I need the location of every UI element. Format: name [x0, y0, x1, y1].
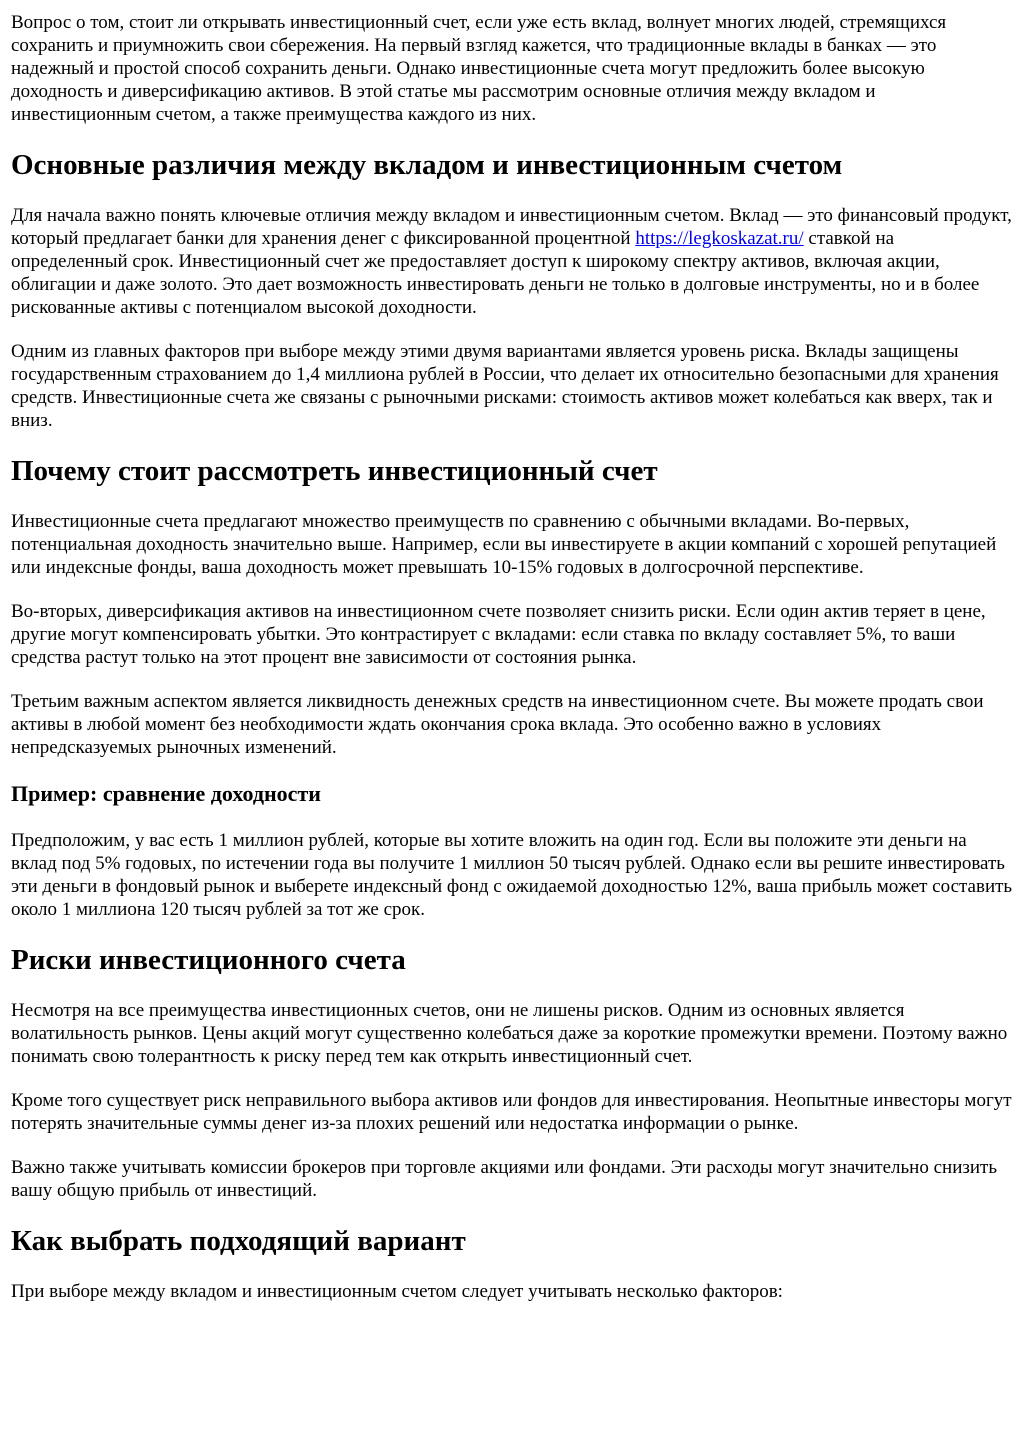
risks-paragraph-2: Кроме того существует риск неправильного выбора активов или фондов для инвестирования. Неопытные инвесторы могут потерять значительные суммы денег из-за плохих решений или недостатка информации о рынке.	[11, 1090, 1012, 1134]
risks-paragraph-1: Несмотря на все преимущества инвестиционных счетов, они не лишены рисков. Одним из основных является волатильность рынков. Цены акций могут существенно колебаться даже за короткие промежутки времени. Поэтому важно понимать свою толерантность к риску перед тем как открыть инвестиционный счет.	[11, 1000, 1008, 1067]
section-heading-risks: Риски инвестиционного счета	[11, 944, 406, 976]
example-paragraph: Предположим, у вас есть 1 миллион рублей, которые вы хотите вложить на один год. Если вы положите эти деньги на вклад под 5% годовых, по истечении года вы получите 1 миллион 50 тысяч рублей. Однако если вы решите инвестировать эти деньги в фондовый рынок и выберете индексный фонд с ожидаемой доходностью 12%, ваша прибыль может составить около 1 миллиона 120 тысяч рублей за тот же срок.	[11, 830, 1013, 920]
differences-text-before-link: Для начала важно понять ключевые отличия между вкладом и инвестиционным счетом. Вклад — это финансовый продукт, который предлагает банки для хранения денег с фиксированной процентной	[11, 205, 1012, 249]
legkoskazat-link[interactable]: https://legkoskazat.ru/	[635, 228, 804, 249]
differences-text-after-link: ставкой на определенный срок. Инвестиционный счет же предоставляет доступ к широкому спектру активов, включая акции, облигации и даже золото. Это дает возможность инвестировать деньги не только в долговые инструменты, но и в более рискованные активы с потенциалом высокой доходности.	[11, 228, 980, 318]
why-invest-paragraph-1: Инвестиционные счета предлагают множество преимуществ по сравнению с обычными вкладами. Во-первых, потенциальная доходность значительно выше. Например, если вы инвестируете в акции компаний с хорошей репутацией или индексные фонды, ваша доходность может превышать 10-15% годовых в долгосрочной перспективе.	[11, 511, 997, 578]
differences-paragraph-1	[11, 204, 1013, 319]
section-heading-choose: Как выбрать подходящий вариант	[11, 1225, 466, 1257]
subsection-heading-example: Пример: сравнение доходности	[11, 781, 321, 806]
choose-paragraph-1: При выборе между вкладом и инвестиционным счетом следует учитывать несколько факторов:	[11, 1281, 783, 1302]
differences-paragraph-2: Одним из главных факторов при выборе между этими двумя вариантами является уровень риска. Вклады защищены государственным страхованием до 1,4 миллиона рублей в России, что делает их относительно безопасными для хранения средств. Инвестиционные счета же связаны с рыночными рисками: стоимость активов может колебаться как вверх, так и вниз.	[11, 341, 999, 431]
section-heading-differences: Основные различия между вкладом и инвестиционным счетом	[11, 149, 843, 181]
why-invest-paragraph-3: Третьим важным аспектом является ликвидность денежных средств на инвестиционном счете. Вы можете продать свои активы в любой момент без необходимости ждать окончания срока вклада. Это особенно важно в условиях непредсказуемых рыночных изменений.	[11, 691, 984, 758]
section-heading-why-invest: Почему стоит рассмотреть инвестиционный счет	[11, 455, 658, 487]
why-invest-paragraph-2: Во-вторых, диверсификация активов на инвестиционном счете позволяет снизить риски. Если один актив теряет в цене, другие могут компенсировать убытки. Это контрастирует с вкладами: если ставка по вкладу составляет 5%, то ваши средства растут только на этот процент вне зависимости от состояния рынка.	[11, 601, 986, 668]
intro-paragraph: Вопрос о том, стоит ли открывать инвестиционный счет, если уже есть вклад, волнует многих людей, стремящихся сохранить и приумножить свои сбережения. На первый взгляд кажется, что традиционные вклады в банках — это надежный и простой способ сохранить деньги. Однако инвестиционные счета могут предложить более высокую доходность и диверсификацию активов. В этой статье мы рассмотрим основные отличия между вкладом и инвестиционным счетом, а также преимущества каждого из них.	[11, 12, 947, 125]
risks-paragraph-3: Важно также учитывать комиссии брокеров при торговле акциями или фондами. Эти расходы могут значительно снизить вашу общую прибыль от инвестиций.	[11, 1157, 998, 1201]
